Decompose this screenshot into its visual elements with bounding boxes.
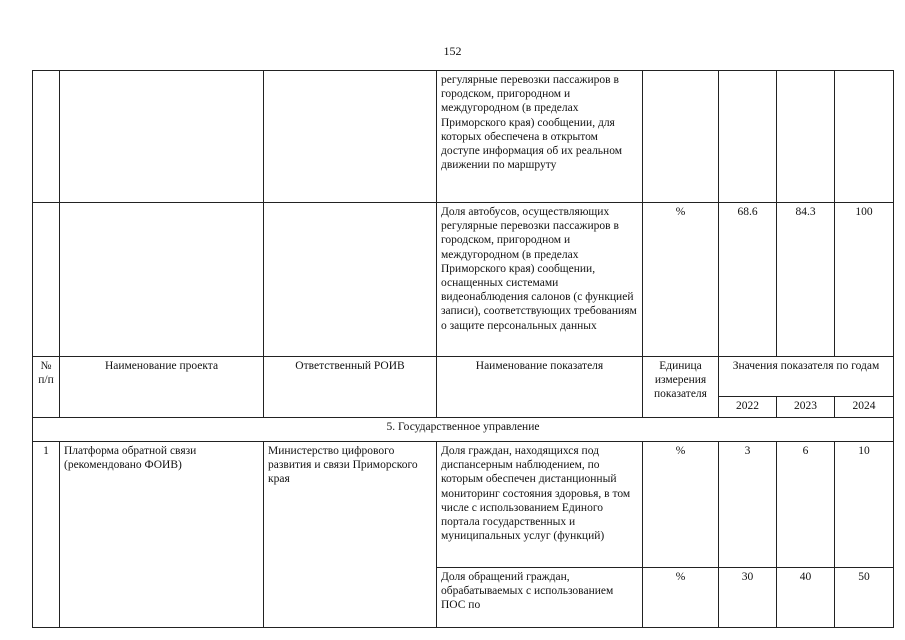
- cell-2022: 3: [719, 442, 777, 568]
- cell-project: [60, 71, 264, 203]
- cell-2024: [835, 71, 894, 203]
- header-num: № п/п: [33, 357, 60, 418]
- cell-unit: [643, 71, 719, 203]
- cell-2024: 10: [835, 442, 894, 568]
- table-row: [33, 203, 894, 357]
- cell-unit: %: [643, 203, 719, 357]
- cell-indicator: Доля автобусов, осуществляющих регулярные перевозки пассажиров в городском, пригородном и междугородном (в пределах Приморского края) сообщении, оснащенных системами видеонаблюдения салонов (с функцией записи), соответствующих требованиям о защите персональных данных: [437, 203, 643, 357]
- cell-2023: 6: [777, 442, 835, 568]
- page-number: 152: [443, 44, 462, 58]
- cell-unit: %: [643, 568, 719, 628]
- cell-2024: 50: [835, 568, 894, 628]
- cell-project: Платформа обратной связи (рекомендовано ФОИВ): [60, 442, 264, 628]
- indicators-table: [32, 70, 894, 628]
- cell-num: 1: [33, 442, 60, 628]
- table-row: [33, 442, 894, 568]
- header-roiv: Ответственный РОИВ: [264, 357, 437, 418]
- header-2024: 2024: [835, 397, 894, 418]
- cell-2022: 30: [719, 568, 777, 628]
- cell-project: [60, 203, 264, 357]
- section-title: 5. Государственное управление: [33, 418, 894, 442]
- cell-indicator: Доля граждан, находящихся под диспансерным наблюдением, по которым обеспечен дистанционный мониторинг состояния здоровья, в том числе с использованием Единого портала государственных и муниципальных услуг (функций): [437, 442, 643, 568]
- cell-num: [33, 71, 60, 203]
- header-2022: 2022: [719, 397, 777, 418]
- table-row: [33, 71, 894, 203]
- cell-roiv: [264, 71, 437, 203]
- header-unit: Единица измерения показателя: [643, 357, 719, 418]
- cell-num: [33, 203, 60, 357]
- cell-indicator: Доля обращений граждан, обрабатываемых с использованием ПОС по: [437, 568, 643, 628]
- cell-unit: %: [643, 442, 719, 568]
- cell-roiv: [264, 203, 437, 357]
- cell-2023: [777, 71, 835, 203]
- cell-indicator: регулярные перевозки пассажиров в городском, пригородном и междугородном (в пределах Приморского края) сообщении, для которых обеспечена в открытом доступе информация об их реальном движении по маршруту: [437, 71, 643, 203]
- cell-2023: 84.3: [777, 203, 835, 357]
- header-indicator: Наименование показателя: [437, 357, 643, 418]
- header-row: [33, 357, 894, 397]
- header-2023: 2023: [777, 397, 835, 418]
- cell-2022: [719, 71, 777, 203]
- cell-roiv: Министерство цифрового развития и связи Приморского края: [264, 442, 437, 628]
- cell-2024: 100: [835, 203, 894, 357]
- header-values: Значения показателя по годам: [719, 357, 894, 397]
- section-row: [33, 418, 894, 442]
- cell-2022: 68.6: [719, 203, 777, 357]
- header-project: Наименование проекта: [60, 357, 264, 418]
- cell-2023: 40: [777, 568, 835, 628]
